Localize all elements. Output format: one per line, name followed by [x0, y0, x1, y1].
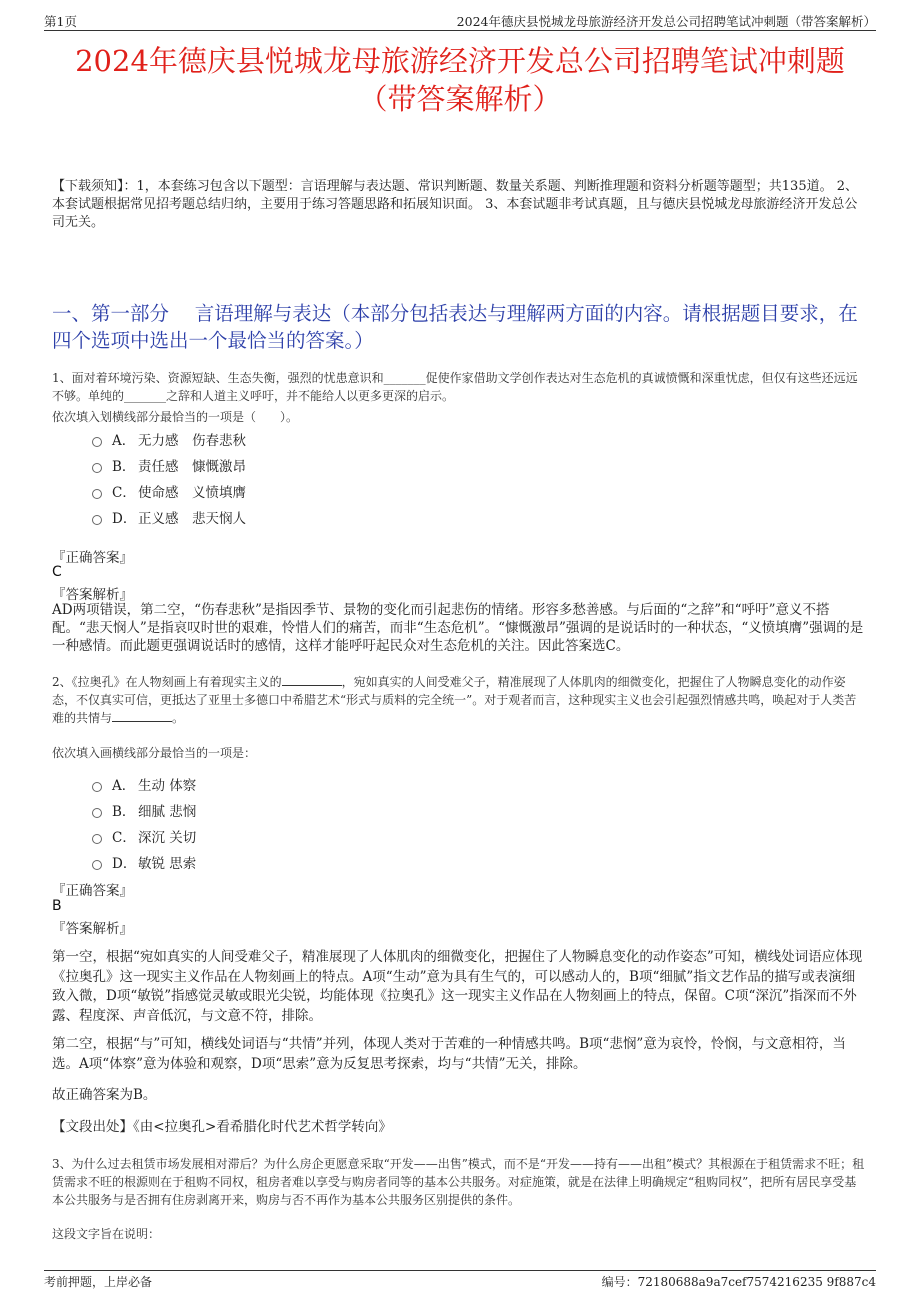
radio-icon[interactable] [92, 782, 102, 792]
option-d[interactable]: D． 敏锐 思索 [92, 851, 196, 877]
answer-label: 『正确答案』 [52, 883, 133, 899]
download-notice: 【下载须知】：1，本套练习包含以下题型：言语理解与表达题、常识判断题、数量关系题、判断推理题和资料分析题等题型；共135道。 2、本套试题根据常见招考题总结归纳，主要用于练习答题思路和拓展知识面。 3、本套试题非考试真题，且与德庆县悦城龙母旅游经济开发总公司无关。 [52, 179, 858, 230]
source-citation: 【文段出处】《由<拉奥孔>看希腊化时代艺术哲学转向》 [52, 1119, 392, 1135]
radio-icon[interactable] [92, 463, 102, 473]
radio-icon[interactable] [92, 515, 102, 525]
question-3-prompt: 这段文字旨在说明： [52, 1227, 161, 1241]
page-footer [44, 1270, 876, 1289]
header-doc-title: 2024年德庆县悦城龙母旅游经济开发总公司招聘笔试冲刺题（带答案解析） [456, 14, 876, 29]
radio-icon[interactable] [92, 860, 102, 870]
title-line-2: （带答案解析） [358, 82, 562, 116]
question-1-stem: 1、面对着环境污染、资源短缺、生态失衡，强烈的忧患意识和_______促使作家借助文学创作表达对生态危机的真诚愤慨和深重忧虑，但仅有这些还远远不够。单纯的_______之辞和人道主义呼吁，并不能给人以更多更深的启示。 [52, 371, 858, 403]
option-c[interactable]: C． 深沉 关切 [92, 825, 196, 851]
answer-analysis: AD两项错误，第二空，“伤春悲秋”是指因季节、景物的变化而引起悲伤的情绪。形容多愁善感。与后面的“之辞”和“呼吁”意义不搭配。“悲天悯人”是指哀叹时世的艰难，怜惜人们的痛苦，而非“生态危机”。“慷慨激昂”强调的是说话时的一种状态，“义愤填膺”强调的是一种感情。而此题更强调说话时的感情，这样才能呼吁起民众对生态危机的关注。因此答案选C。 [52, 602, 864, 654]
option-a[interactable]: A． 生动 体察 [92, 773, 196, 799]
analysis-paragraph-2: 第二空，根据“与”可知，横线处词语与“共情”并列，体现人类对于苦难的一种情感共鸣。B项“悲悯”意为哀怜，怜悯，与文意相符，当选。A项“体察”意为体验和观察，D项“思索”意为反复思考探索，均与“共情”无关，排除。 [52, 1036, 846, 1072]
analysis-label: 『答案解析』 [52, 587, 133, 603]
question-3-stem: 3、为什么过去租赁市场发展相对滞后？为什么房企更愿意采取“开发——出售”模式，而不是“开发——持有——出租”模式？其根源在于租赁需求不旺；租赁需求不旺的根源则在于租购不同权，租房者难以享受与购房者同等的基本公共服务。对症施策，就是在法律上明确规定“租购同权”，把所有居民享受基本公共服务与是否拥有住房剥离开来，购房与否不再作为基本公共服务区别提供的条件。 [52, 1157, 865, 1207]
radio-icon[interactable] [92, 437, 102, 447]
radio-icon[interactable] [92, 808, 102, 818]
option-c[interactable]: C． 使命感 义愤填膺 [92, 480, 246, 506]
title-line-1: 2024年德庆县悦城龙母旅游经济开发总公司招聘笔试冲刺题 [75, 44, 845, 78]
option-d[interactable]: D． 正义感 悲天悯人 [92, 506, 246, 532]
question-2-prompt: 依次填入画横线部分最恰当的一项是： [52, 746, 257, 760]
option-b[interactable]: B． 细腻 悲悯 [92, 799, 196, 825]
question-1-options [92, 428, 246, 532]
question-1-prompt: 依次填入划横线部分最恰当的一项是（ ）。 [52, 410, 299, 424]
option-text: 使命感 义愤填膺 [138, 485, 246, 501]
correct-answer: C [52, 564, 62, 580]
page-number: 第1页 [44, 14, 77, 29]
option-text: 细腻 悲悯 [138, 804, 197, 820]
option-text: 深沉 关切 [138, 830, 197, 846]
option-text: 正义感 悲天悯人 [138, 511, 246, 527]
analysis-label: 『答案解析』 [52, 921, 133, 937]
option-a[interactable]: A． 无力感 伤春悲秋 [92, 428, 246, 454]
option-b[interactable]: B． 责任感 慷慨激昂 [92, 454, 246, 480]
blank-line [112, 709, 172, 722]
footer-slogan: 考前押题，上岸必备 [44, 1275, 153, 1289]
option-text: 无力感 伤春悲秋 [138, 433, 246, 449]
answer-label: 『正确答案』 [52, 550, 133, 566]
analysis-paragraph-1: 第一空，根据“宛如真实的人间受难父子，精准展现了人体肌肉的细微变化，把握住了人物瞬息变化的动作姿态”可知，横线处词语应体现《拉奥孔》这一现实主义作品在人物刻画上的特点。A项“生动”意为具有生气的，可以感动人的，B项“细腻”指文艺作品的描写或表演细致入微，D项“敏锐”指感觉灵敏或眼光尖锐，均能体现《拉奥孔》这一现实主义作品在人物刻画上的特点，保留。C项“深沉”指深而不外露、程度深、声音低沉，与文意不符，排除。 [52, 949, 863, 1024]
blank-line [282, 673, 342, 686]
page-header [44, 10, 876, 31]
correct-answer: B [52, 898, 62, 914]
question-2-stem: 2、《拉奥孔》在人物刻画上有着现实主义的 ，宛如真实的人间受难父子，精准展现了人体肌肉的细微变化，把握住了人物瞬息变化的动作姿态，不仅真实可信，更抵达了亚里士多德口中希腊艺术“形式与质料的完全统一”。对于观者而言，这种现实主义也会引起强烈情感共鸣，唤起对于人类苦难的共情与 。 [52, 675, 857, 725]
section-heading: 一、第一部分 言语理解与表达（本部分包括表达与理解两方面的内容。请根据题目要求，在四个选项中选出一个最恰当的答案。） [52, 302, 858, 352]
document-title [30, 42, 890, 118]
footer-code: 编号：72180688a9a7cef7574216235 9f887c4 [601, 1275, 876, 1289]
question-2-options [92, 773, 196, 877]
option-text: 生动 体察 [138, 778, 197, 794]
radio-icon[interactable] [92, 834, 102, 844]
option-text: 敏锐 思索 [138, 856, 197, 872]
conclusion: 故正确答案为B。 [52, 1087, 157, 1103]
radio-icon[interactable] [92, 489, 102, 499]
option-text: 责任感 慷慨激昂 [138, 459, 246, 475]
